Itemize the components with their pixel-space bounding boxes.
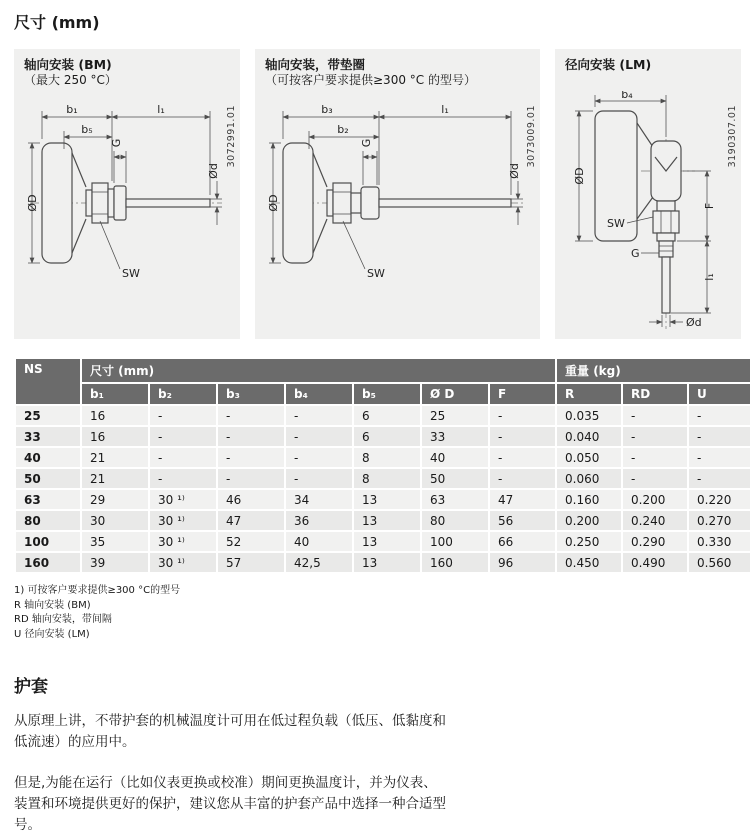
dim-label-f: F [703,203,716,210]
column-header-rd: RD [623,384,687,404]
neck [86,190,92,216]
dim-label-diameter-D: ØD [573,167,586,185]
thread-union [114,186,126,220]
value-cell: - [689,406,750,425]
sheath-heading: 护套 [14,677,48,697]
footnote-line: U 径向安装 (LM) [14,628,90,640]
dim-label-b5: b₅ [81,123,93,137]
stem [379,199,511,207]
value-cell: 96 [490,553,555,572]
neck [657,201,675,211]
table-row [16,511,750,530]
panel-axial-bm [14,49,240,339]
dim-label-thread-G: G [631,247,640,261]
value-cell: 0.560 [689,553,750,572]
value-cell: - [218,469,284,488]
dim-label-l1: l₁ [441,103,449,117]
value-cell: 40 [286,532,352,551]
dim-label-l1: l₁ [703,273,716,281]
footnote-line: 1) 可按客户要求提供≥300 °C的型号 [14,585,181,596]
value-cell: 13 [354,532,420,551]
dim-label-b1: b₁ [66,103,78,117]
value-cell: 6 [354,406,420,425]
value-cell: 47 [490,490,555,509]
sheath-paragraph-1: 从原理上讲，不带护套的机械温度计可用在低过程负载（低压、低黏度和低流速）的应用中。 [14,713,446,750]
stem [126,199,210,207]
axial-bm-diagram [24,91,230,326]
value-cell: 46 [218,490,284,509]
value-cell: - [490,406,555,425]
dim-label-l1: l₁ [157,103,165,117]
value-cell: 0.200 [557,511,621,530]
value-cell: 0.220 [689,490,750,509]
value-cell: 80 [422,511,488,530]
panel-title: 轴向安装 (BM) [24,57,112,72]
value-cell: - [150,448,216,467]
washer-union [361,187,379,219]
table-row [16,532,750,551]
ns-cell: 50 [16,469,80,488]
column-header-u: U [689,384,750,404]
value-cell: - [689,469,750,488]
value-cell: 39 [82,553,148,572]
value-cell: 40 [422,448,488,467]
axial-washer-diagram [265,91,530,326]
value-cell: 33 [422,427,488,446]
value-cell: - [623,427,687,446]
value-cell: 63 [422,490,488,509]
value-cell: 13 [354,490,420,509]
value-cell: 42,5 [286,553,352,572]
column-group-weight: 重量 (kg) [557,359,750,382]
value-cell: - [218,427,284,446]
hex-nut [92,183,108,223]
drawing-number: 3072991.01 [226,105,237,168]
spacer [351,193,361,213]
value-cell: 29 [82,490,148,509]
table-row [16,427,750,446]
column-header-f: F [490,384,555,404]
value-cell: 0.290 [623,532,687,551]
value-cell: - [689,448,750,467]
footnotes [14,584,750,642]
dimension-table-wrap [14,357,750,574]
neck [327,190,333,216]
dimension-table-body [16,406,750,572]
value-cell: - [490,427,555,446]
value-cell: 0.250 [557,532,621,551]
ns-cell: 33 [16,427,80,446]
value-cell: 0.450 [557,553,621,572]
ns-cell: 80 [16,511,80,530]
panel-subtitle [565,73,731,89]
ns-cell: 25 [16,406,80,425]
value-cell: - [150,406,216,425]
footnote-line: RD 轴向安装，带间隔 [14,614,112,625]
value-cell: - [150,427,216,446]
value-cell: 52 [218,532,284,551]
dim-label-sw: SW [607,217,625,231]
column-header-b5: b₅ [354,384,420,404]
panel-subtitle: （可按客户要求提供≥300 °C 的型号） [265,73,476,88]
value-cell: 47 [218,511,284,530]
dim-label-thread-G: G [110,138,123,148]
washer [108,189,114,217]
ns-cell: 100 [16,532,80,551]
column-header-ns: NS [16,359,80,404]
column-header-b1: b₁ [82,384,148,404]
column-header-b3: b₃ [218,384,284,404]
dim-label-diameter-D: ØD [26,194,39,212]
ns-cell: 160 [16,553,80,572]
panel-radial-lm [555,49,741,339]
value-cell: 36 [286,511,352,530]
sheath-paragraph-2: 但是,为能在运行（比如仪表更换或校准）期间更换温度计，并为仪表、装置和环境提供更好的保护，建议您从丰富的护套产品中选择一种合适型号。 [14,774,446,833]
value-cell: 0.240 [623,511,687,530]
value-cell: - [623,469,687,488]
washer [657,233,675,241]
column-header-b2: b₂ [150,384,216,404]
dim-label-sw: SW [122,267,140,281]
value-cell: 0.050 [557,448,621,467]
value-cell: 30 ¹⁾ [150,553,216,572]
dial-case [283,143,313,263]
thermometer-body [595,111,681,313]
sheath-section [14,672,750,836]
thread [659,241,673,257]
value-cell: 0.040 [557,427,621,446]
ns-cell: 40 [16,448,80,467]
value-cell: 100 [422,532,488,551]
value-cell: 34 [286,490,352,509]
value-cell: 30 ¹⁾ [150,532,216,551]
stem [662,257,670,313]
footnote-line: R 轴向安装 (BM) [14,599,91,611]
value-cell: 57 [218,553,284,572]
value-cell: - [150,469,216,488]
value-cell: 0.035 [557,406,621,425]
dim-label-b4: b₄ [621,91,633,102]
value-cell: 0.330 [689,532,750,551]
panel-axial-washer [255,49,540,339]
value-cell: 16 [82,406,148,425]
value-cell: 50 [422,469,488,488]
value-cell: 0.490 [623,553,687,572]
table-row [16,448,750,467]
diagram-panels [14,49,750,339]
value-cell: 8 [354,469,420,488]
column-header-r: R [557,384,621,404]
value-cell: - [623,406,687,425]
value-cell: - [218,406,284,425]
panel-title: 轴向安装，带垫圈 [265,57,366,72]
dial-case [42,143,72,263]
hex-nut [653,211,679,233]
value-cell: 35 [82,532,148,551]
column-header-b4: b₄ [286,384,352,404]
dimension-table [14,357,750,574]
value-cell: 66 [490,532,555,551]
dim-label-b2: b₂ [337,123,349,137]
ns-cell: 63 [16,490,80,509]
value-cell: 6 [354,427,420,446]
value-cell: 13 [354,511,420,530]
value-cell: 21 [82,469,148,488]
dim-label-thread-G: G [360,138,373,148]
value-cell: - [286,427,352,446]
value-cell: 0.200 [623,490,687,509]
column-header-diameter-D: Ø D [422,384,488,404]
hex-nut [333,183,351,223]
drawing-number: 3190307.01 [727,105,738,168]
value-cell: 8 [354,448,420,467]
value-cell: - [490,448,555,467]
panel-subtitle: （最大 250 °C） [24,73,117,88]
dim-label-stem-d: Ød [207,163,220,180]
page-title: 尺寸 (mm) [14,13,100,32]
radial-lm-diagram [565,91,731,336]
dim-label-stem-d: Ød [508,163,521,180]
value-cell: 0.160 [557,490,621,509]
panel-title: 径向安装 (LM) [565,57,652,72]
value-cell: 21 [82,448,148,467]
value-cell: - [286,406,352,425]
dim-label-diameter-D: ØD [267,194,280,212]
dim-label-sw: SW [367,267,385,281]
value-cell: 0.060 [557,469,621,488]
dim-label-stem-d: Ød [686,316,702,330]
value-cell: 30 [82,511,148,530]
value-cell: - [689,427,750,446]
drawing-number: 3073009.01 [526,105,537,168]
table-row [16,406,750,425]
value-cell: - [623,448,687,467]
value-cell: 13 [354,553,420,572]
value-cell: 25 [422,406,488,425]
value-cell: 30 ¹⁾ [150,490,216,509]
value-cell: - [286,469,352,488]
table-row [16,553,750,572]
value-cell: 16 [82,427,148,446]
value-cell: 56 [490,511,555,530]
value-cell: - [218,448,284,467]
dim-label-b3: b₃ [321,103,333,117]
value-cell: 160 [422,553,488,572]
table-row [16,490,750,509]
value-cell: - [286,448,352,467]
value-cell: 0.270 [689,511,750,530]
table-row [16,469,750,488]
value-cell: - [490,469,555,488]
value-cell: 30 ¹⁾ [150,511,216,530]
column-group-dimensions: 尺寸 (mm) [82,359,555,382]
